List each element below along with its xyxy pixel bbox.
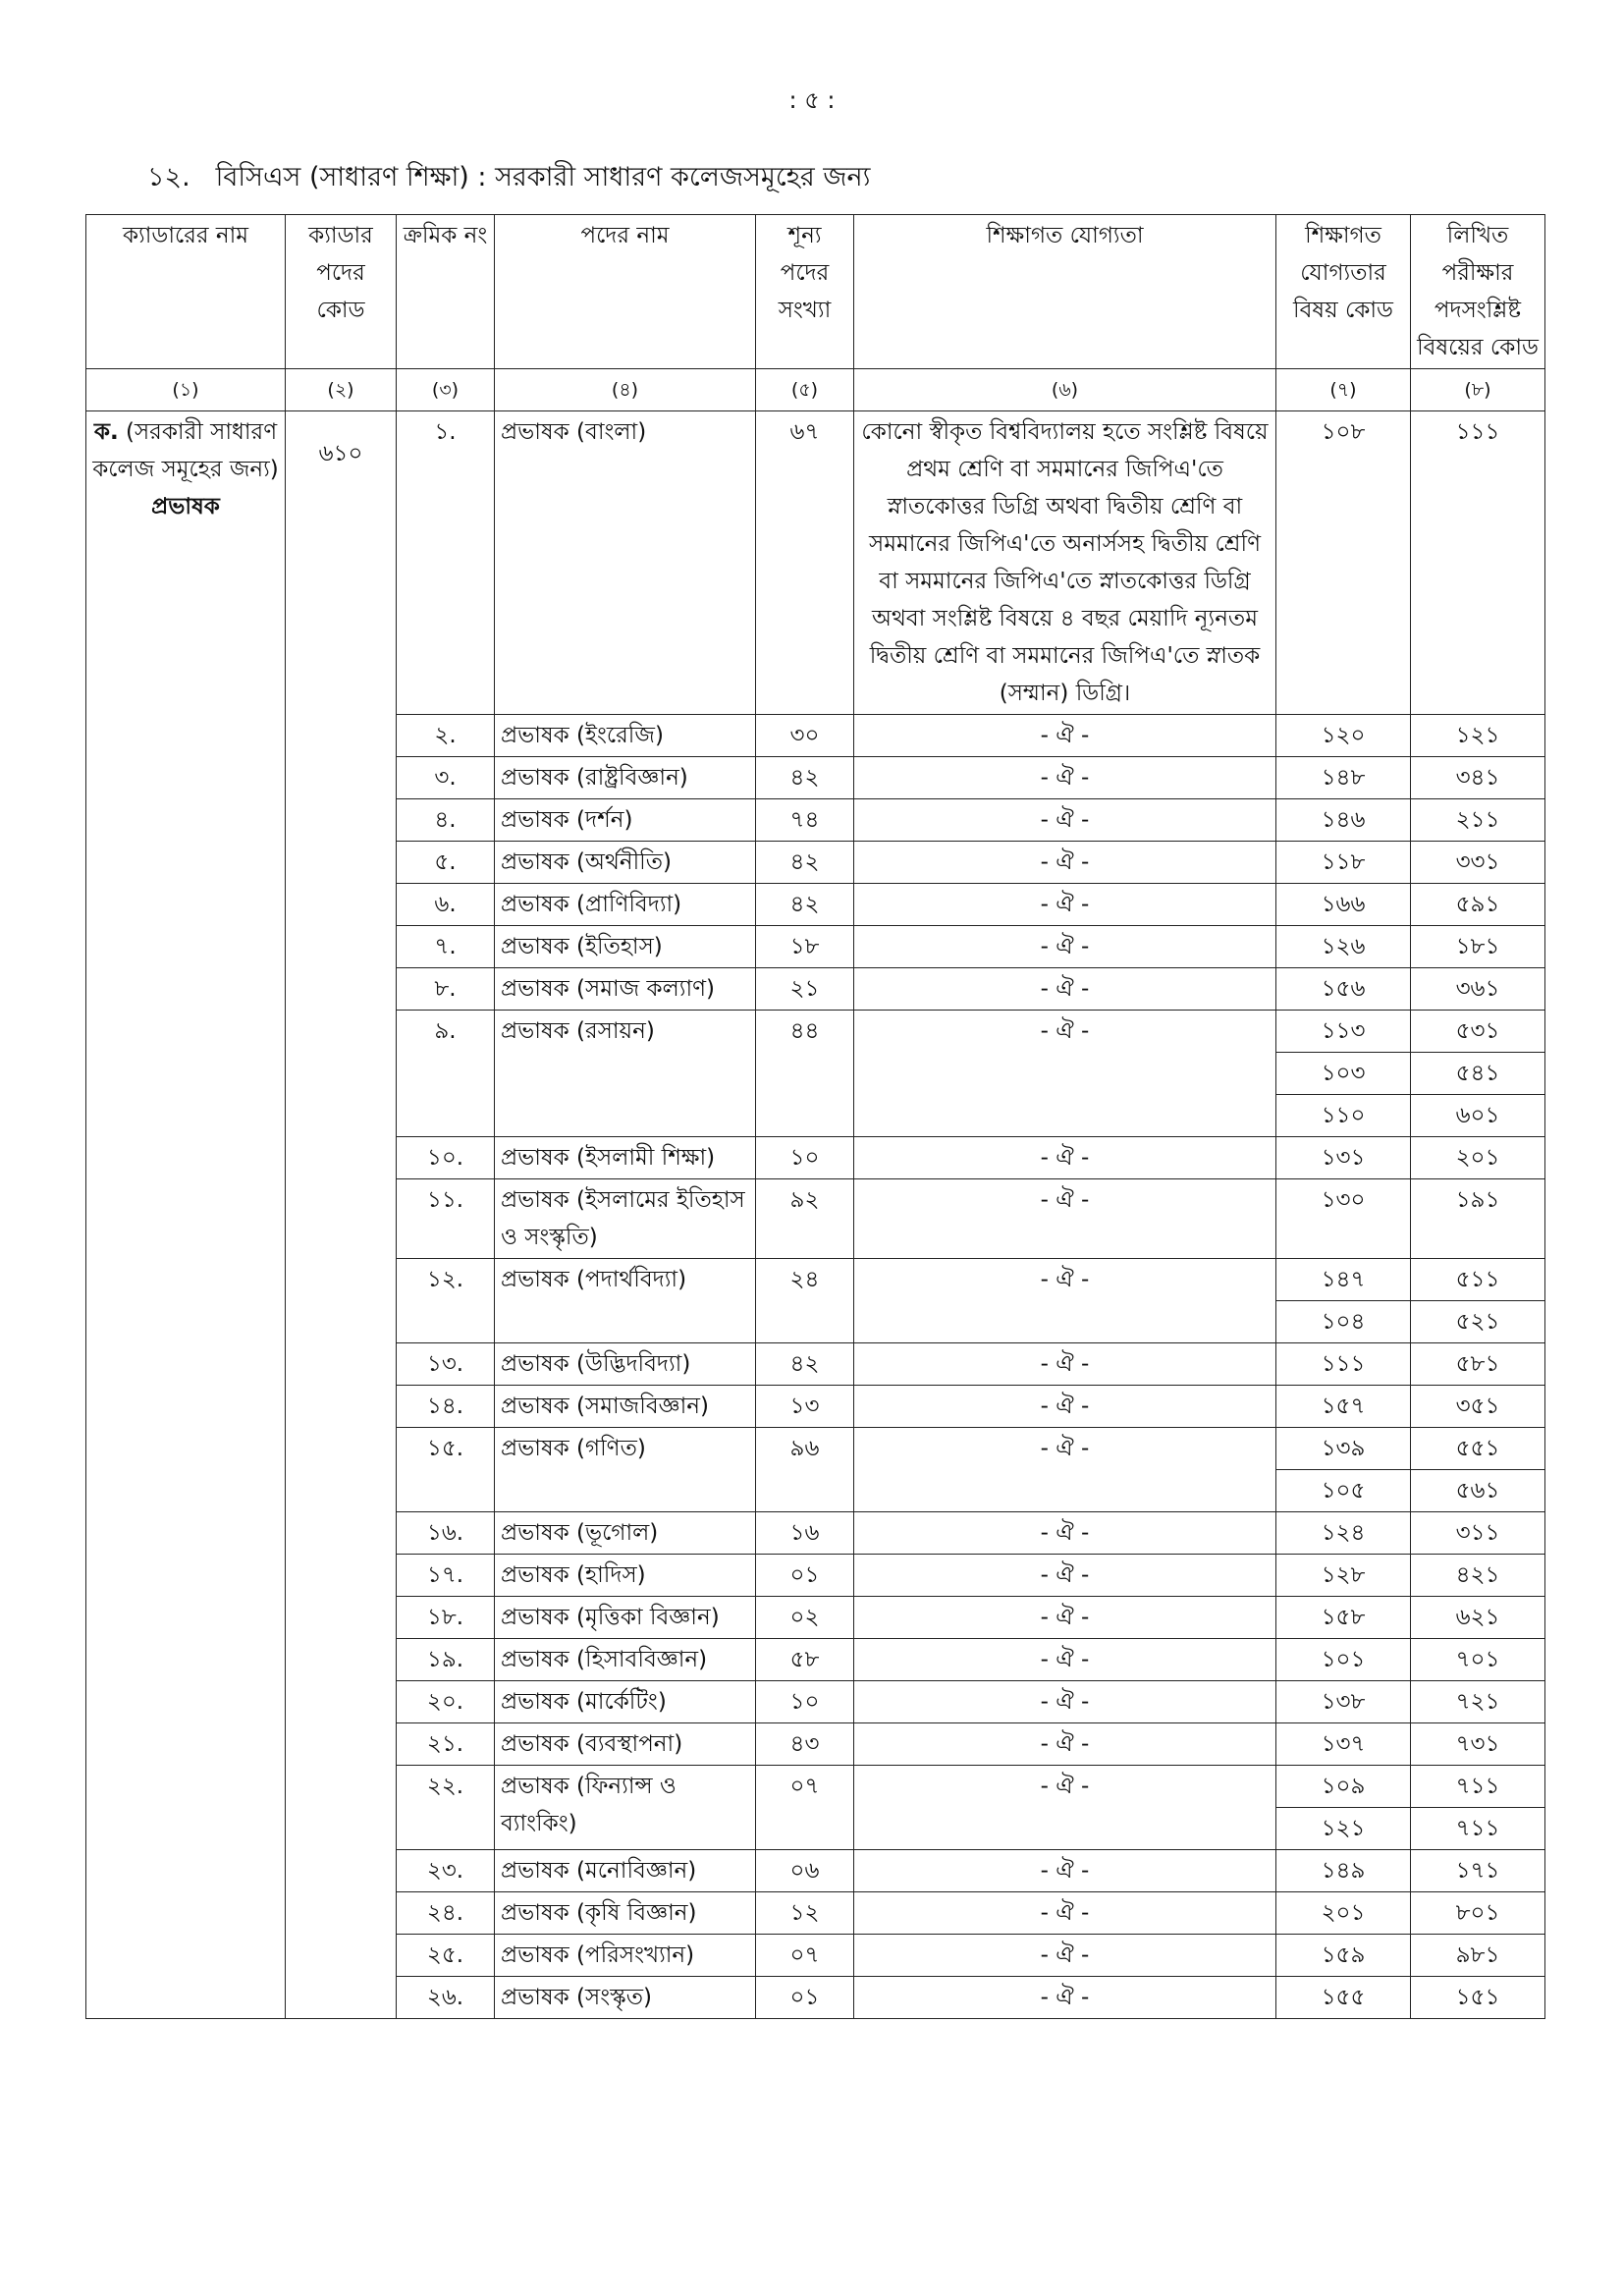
written-exam-code-cell: ৬২১ xyxy=(1411,1597,1545,1639)
post-name-cell: প্রভাষক (প্রাণিবিদ্যা) xyxy=(495,884,756,926)
post-name-cell: প্রভাষক (ইংরেজি) xyxy=(495,715,756,757)
column-index: (৫) xyxy=(756,369,854,411)
qualification-cell: - ঐ - xyxy=(854,1011,1276,1137)
qualification-cell: - ঐ - xyxy=(854,968,1276,1011)
vacancy-count-cell: ১৮ xyxy=(756,926,854,968)
serial-cell: ১৩. xyxy=(397,1343,495,1386)
written-exam-code-cell: ১৮১ xyxy=(1411,926,1545,968)
education-code-cell: ১৫৫ xyxy=(1276,1977,1411,2019)
qualification-cell: - ঐ - xyxy=(854,1935,1276,1977)
education-code-cell: ১৬৬ xyxy=(1276,884,1411,926)
header-cell: শূন্য পদের সংখ্যা xyxy=(756,215,854,369)
vacancy-count-cell: ৯৬ xyxy=(756,1428,854,1512)
vacancy-count-cell: ১০ xyxy=(756,1137,854,1179)
serial-cell: ৩. xyxy=(397,757,495,799)
post-name-cell: প্রভাষক (ইতিহাস) xyxy=(495,926,756,968)
qualification-cell: - ঐ - xyxy=(854,1137,1276,1179)
serial-cell: ২০. xyxy=(397,1681,495,1723)
header-cell: শিক্ষাগত যোগ্যতা xyxy=(854,215,1276,369)
qualification-cell: - ঐ - xyxy=(854,1597,1276,1639)
qualification-cell: - ঐ - xyxy=(854,757,1276,799)
post-name-cell: প্রভাষক (গণিত) xyxy=(495,1428,756,1512)
serial-cell: ৬. xyxy=(397,884,495,926)
vacancy-count-cell: ৩০ xyxy=(756,715,854,757)
serial-cell: ২৩. xyxy=(397,1850,495,1892)
header-cell: ক্যাডারের নাম xyxy=(86,215,286,369)
header-cell: শিক্ষাগত যোগ্যতার বিষয় কোড xyxy=(1276,215,1411,369)
post-name-cell: প্রভাষক (ভূগোল) xyxy=(495,1512,756,1555)
qualification-cell: - ঐ - xyxy=(854,1639,1276,1681)
written-exam-code-cell: ৩১১ xyxy=(1411,1512,1545,1555)
header-cell: ক্যাডার পদের কোড xyxy=(286,215,397,369)
qualification-cell: - ঐ - xyxy=(854,1766,1276,1850)
education-code-cell: ১৩১ xyxy=(1276,1137,1411,1179)
written-exam-code-cell: ৫৯১ xyxy=(1411,884,1545,926)
page-number: : ৫ : xyxy=(788,86,836,114)
education-code-cell: ১২৪ xyxy=(1276,1512,1411,1555)
education-code-cell: ১০১ xyxy=(1276,1639,1411,1681)
section-number: ১২. xyxy=(147,162,190,192)
qualification-cell: - ঐ - xyxy=(854,1512,1276,1555)
post-name-cell: প্রভাষক (সমাজ কল্যাণ) xyxy=(495,968,756,1011)
education-code-cell: ১০৪ xyxy=(1276,1301,1411,1343)
post-name-cell: প্রভাষক (মার্কেটিং) xyxy=(495,1681,756,1723)
written-exam-code-cell: ৪২১ xyxy=(1411,1555,1545,1597)
serial-cell: ১. xyxy=(397,411,495,715)
written-exam-code-cell: ৯৮১ xyxy=(1411,1935,1545,1977)
vacancy-count-cell: ৪২ xyxy=(756,757,854,799)
post-name-cell: প্রভাষক (মনোবিজ্ঞান) xyxy=(495,1850,756,1892)
education-code-cell: ২০১ xyxy=(1276,1892,1411,1935)
post-name-cell: প্রভাষক (উদ্ভিদবিদ্যা) xyxy=(495,1343,756,1386)
written-exam-code-cell: ১৭১ xyxy=(1411,1850,1545,1892)
qualification-cell: - ঐ - xyxy=(854,1850,1276,1892)
qualification-cell: - ঐ - xyxy=(854,715,1276,757)
header-cell: পদের নাম xyxy=(495,215,756,369)
qualification-cell: - ঐ - xyxy=(854,1179,1276,1259)
education-code-cell: ১৫৯ xyxy=(1276,1935,1411,1977)
post-name-cell: প্রভাষক (হাদিস) xyxy=(495,1555,756,1597)
serial-cell: ২২. xyxy=(397,1766,495,1850)
vacancy-count-cell: ৪৪ xyxy=(756,1011,854,1137)
qualification-cell: - ঐ - xyxy=(854,1386,1276,1428)
written-exam-code-cell: ৫৪১ xyxy=(1411,1053,1545,1095)
written-exam-code-cell: ১২১ xyxy=(1411,715,1545,757)
qualification-cell: কোনো স্বীকৃত বিশ্ববিদ্যালয় হতে সংশ্লিষ্ট বিষয়ে প্রথম শ্রেণি বা সমমানের জিপিএ'তে স্নাতকোত্তর ডিগ্রি অথবা দ্বিতীয় শ্রেণি বা সমমানের জিপিএ'তে অনার্সসহ দ্বিতীয় শ্রেণি বা সমমানের জিপিএ'তে স্নাতকোত্তর ডিগ্রি অথবা সংশ্লিষ্ট বিষয়ে ৪ বছর মেয়াদি ন্যূনতম দ্বিতীয় শ্রেণি বা সমমানের জিপিএ'তে স্নাতক (সম্মান) ডিগ্রি। xyxy=(854,411,1276,715)
vacancy-count-cell: ০২ xyxy=(756,1597,854,1639)
vacancy-count-cell: ৪২ xyxy=(756,884,854,926)
vacancy-count-cell: ৯২ xyxy=(756,1179,854,1259)
written-exam-code-cell: ১৯১ xyxy=(1411,1179,1545,1259)
serial-cell: ১৯. xyxy=(397,1639,495,1681)
serial-cell: ১৬. xyxy=(397,1512,495,1555)
written-exam-code-cell: ৫১১ xyxy=(1411,1259,1545,1301)
written-exam-code-cell: ৮০১ xyxy=(1411,1892,1545,1935)
education-code-cell: ১৩০ xyxy=(1276,1179,1411,1259)
column-index: (২) xyxy=(286,369,397,411)
education-code-cell: ১৪৭ xyxy=(1276,1259,1411,1301)
qualification-cell: - ঐ - xyxy=(854,926,1276,968)
post-name-cell: প্রভাষক (পরিসংখ্যান) xyxy=(495,1935,756,1977)
qualification-cell: - ঐ - xyxy=(854,799,1276,842)
qualification-cell: - ঐ - xyxy=(854,1343,1276,1386)
post-name-cell: প্রভাষক (হিসাববিজ্ঞান) xyxy=(495,1639,756,1681)
qualification-cell: - ঐ - xyxy=(854,842,1276,884)
education-code-cell: ১০৮ xyxy=(1276,411,1411,715)
vacancy-count-cell: ০৭ xyxy=(756,1935,854,1977)
vacancy-count-cell: ৬৭ xyxy=(756,411,854,715)
written-exam-code-cell: ৫২১ xyxy=(1411,1301,1545,1343)
written-exam-code-cell: ৭১১ xyxy=(1411,1766,1545,1808)
education-code-cell: ১০৯ xyxy=(1276,1766,1411,1808)
vacancy-count-cell: ৪২ xyxy=(756,1343,854,1386)
written-exam-code-cell: ৫৩১ xyxy=(1411,1011,1545,1053)
column-index: (১) xyxy=(86,369,286,411)
written-exam-code-cell: ৫৬১ xyxy=(1411,1470,1545,1512)
header-row xyxy=(86,215,1545,369)
post-name-cell: প্রভাষক (ব্যবস্থাপনা) xyxy=(495,1723,756,1766)
table-row xyxy=(86,411,1545,715)
qualification-cell: - ঐ - xyxy=(854,1977,1276,2019)
cadre-code-cell: ৬১০ xyxy=(286,411,397,2019)
qualification-cell: - ঐ - xyxy=(854,1428,1276,1512)
education-code-cell: ১৫৬ xyxy=(1276,968,1411,1011)
vacancy-count-cell: ১২ xyxy=(756,1892,854,1935)
serial-cell: ১২. xyxy=(397,1259,495,1343)
education-code-cell: ১৩৯ xyxy=(1276,1428,1411,1470)
vacancy-count-cell: ০৭ xyxy=(756,1766,854,1850)
cadre-name-cell xyxy=(86,411,286,2019)
vacancy-count-cell: ১৩ xyxy=(756,1386,854,1428)
serial-cell: ২১. xyxy=(397,1723,495,1766)
written-exam-code-cell: ৭৩১ xyxy=(1411,1723,1545,1766)
written-exam-code-cell: ১৫১ xyxy=(1411,1977,1545,2019)
written-exam-code-cell: ৩৬১ xyxy=(1411,968,1545,1011)
qualification-cell: - ঐ - xyxy=(854,1555,1276,1597)
written-exam-code-cell: ৭২১ xyxy=(1411,1681,1545,1723)
qualification-cell: - ঐ - xyxy=(854,1681,1276,1723)
qualification-cell: - ঐ - xyxy=(854,1892,1276,1935)
written-exam-code-cell: ৬০১ xyxy=(1411,1095,1545,1137)
serial-cell: ৮. xyxy=(397,968,495,1011)
column-index: (৭) xyxy=(1276,369,1411,411)
post-name-cell: প্রভাষক (রসায়ন) xyxy=(495,1011,756,1137)
column-index: (৪) xyxy=(495,369,756,411)
vacancy-count-cell: ৪৩ xyxy=(756,1723,854,1766)
education-code-cell: ১১০ xyxy=(1276,1095,1411,1137)
serial-cell: ২৬. xyxy=(397,1977,495,2019)
written-exam-code-cell: ৫৫১ xyxy=(1411,1428,1545,1470)
education-code-cell: ১০৩ xyxy=(1276,1053,1411,1095)
header-cell: ক্রমিক নং xyxy=(397,215,495,369)
education-code-cell: ১১১ xyxy=(1276,1343,1411,1386)
education-code-cell: ১৫৮ xyxy=(1276,1597,1411,1639)
post-name-cell: প্রভাষক (দর্শন) xyxy=(495,799,756,842)
post-name-cell: প্রভাষক (সমাজবিজ্ঞান) xyxy=(495,1386,756,1428)
vacancy-count-cell: ১০ xyxy=(756,1681,854,1723)
section-title: বিসিএস (সাধারণ শিক্ষা) : সরকারী সাধারণ কলেজসমূহের জন্য xyxy=(215,162,871,192)
education-code-cell: ১২৮ xyxy=(1276,1555,1411,1597)
vacancy-count-cell: ২৪ xyxy=(756,1259,854,1343)
serial-cell: ১১. xyxy=(397,1179,495,1259)
column-index: (৮) xyxy=(1411,369,1545,411)
education-code-cell: ১৪৯ xyxy=(1276,1850,1411,1892)
vacancy-count-cell: ৪২ xyxy=(756,842,854,884)
serial-cell: ৯. xyxy=(397,1011,495,1137)
qualification-cell: - ঐ - xyxy=(854,1723,1276,1766)
vacancy-count-cell: ১৬ xyxy=(756,1512,854,1555)
cadre-prefix: ক. xyxy=(93,419,119,445)
post-name-cell: প্রভাষক (বাংলা) xyxy=(495,411,756,715)
serial-cell: ৪. xyxy=(397,799,495,842)
serial-cell: ২৪. xyxy=(397,1892,495,1935)
section-heading xyxy=(147,157,870,201)
column-index-row xyxy=(86,369,1545,411)
serial-cell: ১৭. xyxy=(397,1555,495,1597)
post-name-cell: প্রভাষক (পদার্থবিদ্যা) xyxy=(495,1259,756,1343)
education-code-cell: ১২১ xyxy=(1276,1808,1411,1850)
cadre-text: (সরকারী সাধারণ কলেজ সমূহের জন্য) xyxy=(92,419,279,482)
education-code-cell: ১২০ xyxy=(1276,715,1411,757)
vacancy-count-cell: ২১ xyxy=(756,968,854,1011)
serial-cell: ১০. xyxy=(397,1137,495,1179)
vacancy-count-cell: ০৬ xyxy=(756,1850,854,1892)
written-exam-code-cell: ৭১১ xyxy=(1411,1808,1545,1850)
vacancy-count-cell: ০১ xyxy=(756,1977,854,2019)
post-name-cell: প্রভাষক (সংস্কৃত) xyxy=(495,1977,756,2019)
serial-cell: ১৮. xyxy=(397,1597,495,1639)
education-code-cell: ১৪৮ xyxy=(1276,757,1411,799)
education-code-cell: ১১৩ xyxy=(1276,1011,1411,1053)
header-cell: লিখিত পরীক্ষার পদসংশ্লিষ্ট বিষয়ের কোড xyxy=(1411,215,1545,369)
qualification-cell: - ঐ - xyxy=(854,884,1276,926)
vacancy-count-cell: ০১ xyxy=(756,1555,854,1597)
post-name-cell: প্রভাষক (কৃষি বিজ্ঞান) xyxy=(495,1892,756,1935)
column-index: (৬) xyxy=(854,369,1276,411)
post-name-cell: প্রভাষক (ফিন্যান্স ও ব্যাংকিং) xyxy=(495,1766,756,1850)
written-exam-code-cell: ২০১ xyxy=(1411,1137,1545,1179)
written-exam-code-cell: ৭০১ xyxy=(1411,1639,1545,1681)
post-name-cell: প্রভাষক (ইসলামী শিক্ষা) xyxy=(495,1137,756,1179)
post-name-cell: প্রভাষক (মৃত্তিকা বিজ্ঞান) xyxy=(495,1597,756,1639)
vacancy-table xyxy=(85,214,1545,2019)
written-exam-code-cell: ৫৮১ xyxy=(1411,1343,1545,1386)
post-name-cell: প্রভাষক (অর্থনীতি) xyxy=(495,842,756,884)
serial-cell: ২. xyxy=(397,715,495,757)
education-code-cell: ১১৮ xyxy=(1276,842,1411,884)
education-code-cell: ১০৫ xyxy=(1276,1470,1411,1512)
qualification-cell: - ঐ - xyxy=(854,1259,1276,1343)
column-index: (৩) xyxy=(397,369,495,411)
written-exam-code-cell: ২১১ xyxy=(1411,799,1545,842)
post-name-cell: প্রভাষক (ইসলামের ইতিহাস ও সংস্কৃতি) xyxy=(495,1179,756,1259)
education-code-cell: ১৩৮ xyxy=(1276,1681,1411,1723)
vacancy-count-cell: ৭৪ xyxy=(756,799,854,842)
cadre-post: প্রভাষক xyxy=(151,494,220,519)
education-code-cell: ১২৬ xyxy=(1276,926,1411,968)
serial-cell: ৫. xyxy=(397,842,495,884)
written-exam-code-cell: ৩৫১ xyxy=(1411,1386,1545,1428)
education-code-cell: ১৩৭ xyxy=(1276,1723,1411,1766)
serial-cell: ১৫. xyxy=(397,1428,495,1512)
vacancy-count-cell: ৫৮ xyxy=(756,1639,854,1681)
written-exam-code-cell: ৩৪১ xyxy=(1411,757,1545,799)
table-body xyxy=(86,411,1545,2019)
post-name-cell: প্রভাষক (রাষ্ট্রবিজ্ঞান) xyxy=(495,757,756,799)
serial-cell: ২৫. xyxy=(397,1935,495,1977)
serial-cell: ১৪. xyxy=(397,1386,495,1428)
education-code-cell: ১৫৭ xyxy=(1276,1386,1411,1428)
serial-cell: ৭. xyxy=(397,926,495,968)
education-code-cell: ১৪৬ xyxy=(1276,799,1411,842)
written-exam-code-cell: ৩৩১ xyxy=(1411,842,1545,884)
written-exam-code-cell: ১১১ xyxy=(1411,411,1545,715)
